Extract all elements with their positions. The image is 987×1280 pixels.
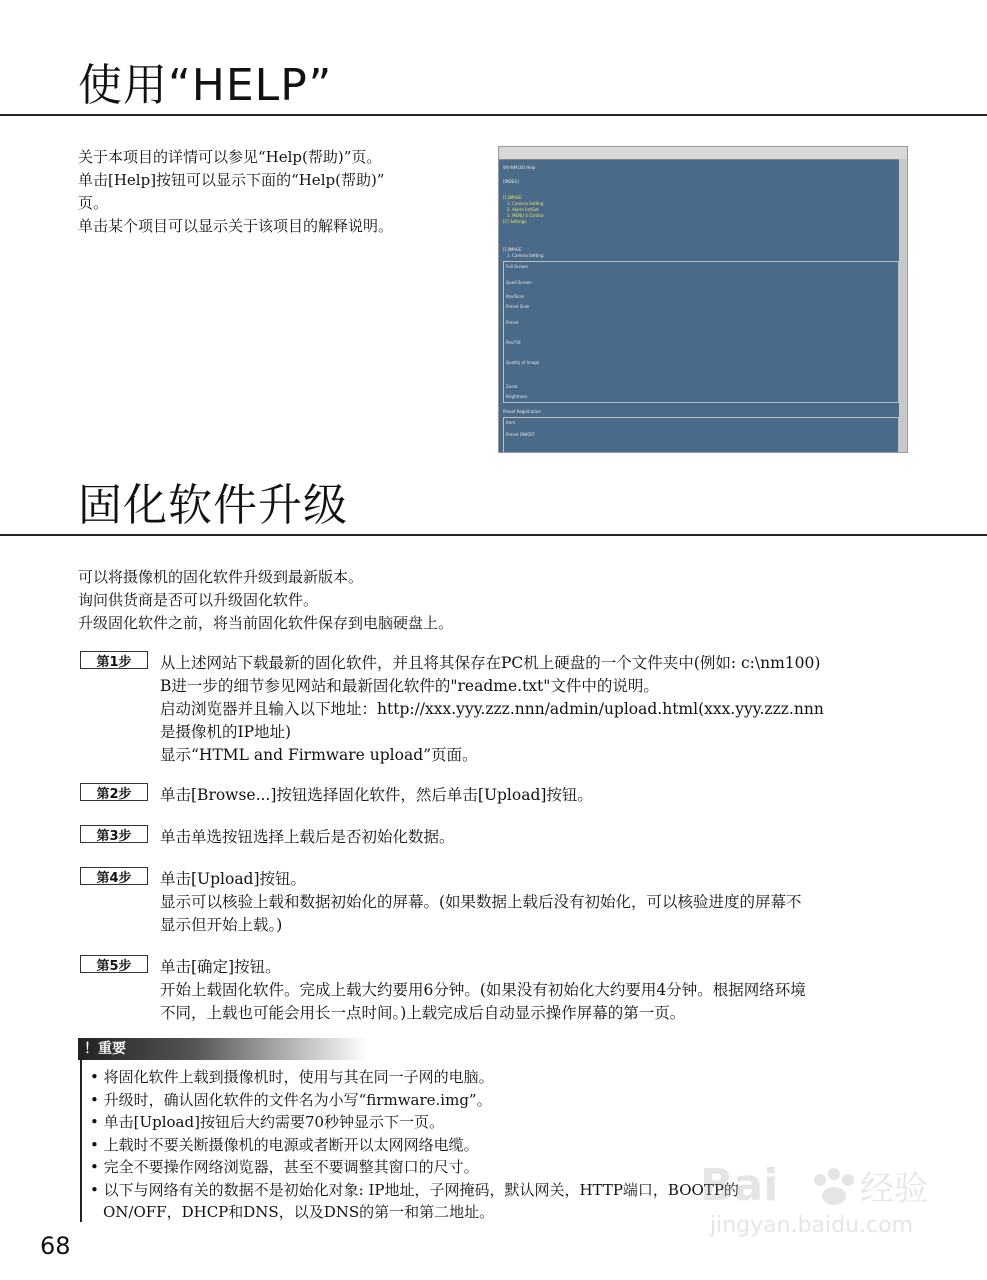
paw-logo-icon — [700, 1150, 940, 1240]
help-row-label: Preset — [506, 320, 519, 325]
step-1-label: 第1步 — [80, 651, 148, 669]
step-line: 单击[确定]按钮。 — [160, 958, 281, 976]
browser-scrollbar — [899, 159, 907, 452]
help-table — [503, 261, 899, 403]
help-line: 单击[Help]按钮可以显示下面的“Help(帮助)” — [78, 171, 385, 189]
step-line: 显示“HTML and Firmware upload”页面。 — [160, 746, 478, 764]
firmware-intro — [78, 566, 453, 635]
intro-line: 升级固化软件之前，将当前固化软件保存到电脑硬盘上。 — [78, 614, 454, 632]
help-row-label: Brightness — [506, 394, 528, 399]
help-row-label: Preset ON/OFF — [506, 432, 535, 437]
help-link[interactable]: 3. MENU 4 Control — [507, 213, 544, 218]
help-heading: WV-NM100 Help — [503, 165, 536, 170]
browser-toolbar — [499, 147, 907, 160]
help-link[interactable]: 2. Alarm list/Set — [507, 207, 539, 212]
help-page-screenshot — [498, 146, 908, 453]
help-line: 关于本项目的详情可以参见“Help(帮助)”页。 — [78, 148, 382, 166]
help-row-label: Zoom — [506, 384, 518, 389]
step-line: 是摄像机的IP地址) — [160, 723, 292, 741]
help-link[interactable]: 1. Camera Setting — [507, 201, 544, 206]
step-line: B进一步的细节参见网站和最新固化软件的"readme.txt"文件中的说明。 — [160, 677, 659, 695]
step-2-label: 第2步 — [80, 783, 148, 801]
help-section: Preset Registration — [503, 409, 541, 414]
step-2-text — [160, 784, 593, 807]
page-number: 68 — [40, 1232, 71, 1260]
step-3-text — [160, 826, 455, 849]
help-subsection: 1. Camera Setting — [507, 253, 544, 258]
watermark — [700, 1150, 940, 1240]
help-section: [1]IMAGE — [503, 247, 522, 252]
step-3-label: 第3步 — [80, 825, 148, 843]
important-bullet: • 上载时不要关断摄像机的电源或者断开以太网网络电缆。 — [90, 1134, 739, 1157]
help-link[interactable]: [2] Settings — [503, 219, 527, 224]
title-rule — [0, 114, 987, 116]
help-description — [78, 146, 393, 238]
important-bullet: • 将固化软件上载到摄像机时，使用与其在同一子网的电脑。 — [90, 1066, 739, 1089]
firmware-section-title: 固化软件升级 — [78, 480, 348, 531]
step-4-label: 第4步 — [80, 867, 148, 885]
step-line: 显示可以核验上载和数据初始化的屏幕。(如果数据上载后没有初始化，可以核验进度的屏幕不 — [160, 893, 802, 911]
intro-line: 询问供货商是否可以升级固化软件。 — [78, 591, 319, 609]
step-line: 开始上载固化软件。完成上载大约要用6分钟。(如果没有初始化大约要用4分钟。根据网络环境 — [160, 981, 806, 999]
help-link[interactable]: [1]IMAGE — [503, 195, 522, 200]
help-row-label: Full Screen — [506, 264, 528, 269]
step-line: 显示但开始上载。) — [160, 916, 283, 934]
step-line: 启动浏览器并且输入以下地址：http://xxx.yyy.zzz.nnn/admin/upload.html(xxx.yyy.zzz.nnn — [160, 700, 824, 718]
svg-text:经验: 经验 — [860, 1169, 928, 1209]
step-line: 单击[Browse...]按钮选择固化软件，然后单击[Upload]按钮。 — [160, 786, 593, 804]
important-rule — [80, 1060, 82, 1222]
important-bullet-continuation: ON/OFF，DHCP和DNS，以及DNS的第一和第二地址。 — [103, 1203, 495, 1221]
help-row-label: Preset Scan — [506, 304, 530, 309]
important-bullet: • 单击[Upload]按钮后大约需要70秒钟显示下一页。 — [90, 1111, 739, 1134]
important-bullets — [90, 1066, 739, 1224]
svg-text:jingyan.baidu.com: jingyan.baidu.com — [710, 1213, 914, 1238]
help-row-label: Quad Screen — [506, 280, 532, 285]
help-index: [INDEX] — [503, 179, 519, 184]
help-table — [503, 417, 899, 453]
help-row-label: Item — [506, 420, 516, 425]
svg-text:Bai: Bai — [700, 1160, 779, 1211]
help-row-label: Pan/Tilt — [506, 340, 521, 345]
help-row-label: Pan/Scan — [506, 294, 525, 299]
title-rule — [0, 534, 987, 536]
help-line: 单击某个项目可以显示关于该项目的解释说明。 — [78, 217, 394, 235]
step-line: 单击[Upload]按钮。 — [160, 870, 307, 888]
intro-line: 可以将摄像机的固化软件升级到最新版本。 — [78, 568, 364, 586]
important-bullet: • 以下与网络有关的数据不是初始化对象: IP地址，子网掩码，默认网关，HTTP端口，BOOTP的 — [90, 1179, 739, 1202]
step-5-label: 第5步 — [80, 955, 148, 973]
step-1-text — [160, 652, 824, 767]
help-section-title: 使用“HELP” — [78, 60, 333, 111]
important-bullet: • 升级时，确认固化软件的文件名为小写“firmware.img”。 — [90, 1089, 739, 1112]
step-line: 单击单选按钮选择上载后是否初始化数据。 — [160, 828, 455, 846]
important-label: ！重要 — [78, 1038, 368, 1060]
help-row-label: Quality of Image — [506, 360, 540, 365]
step-line: 从上述网站下载最新的固化软件，并且将其保存在PC机上硬盘的一个文件夹中(例如: c:\nm100) — [160, 654, 821, 672]
step-4-text — [160, 868, 802, 937]
important-bullet: • 完全不要操作网络浏览器，甚至不要调整其窗口的尺寸。 — [90, 1156, 739, 1179]
step-5-text — [160, 956, 806, 1025]
step-line: 不同，上载也可能会用长一点时间。)上载完成后自动显示操作屏幕的第一页。 — [160, 1004, 686, 1022]
help-line: 页。 — [78, 194, 109, 212]
